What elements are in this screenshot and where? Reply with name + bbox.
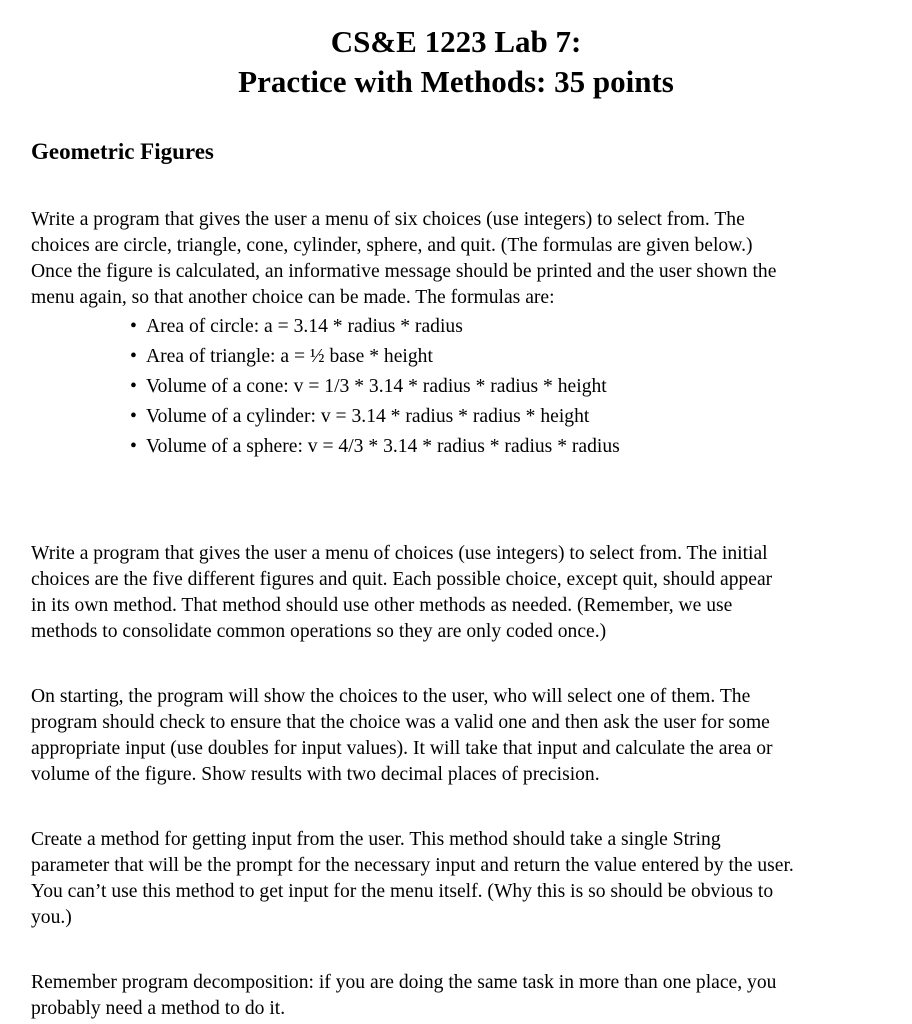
formula-list: [130, 312, 620, 462]
paragraph-line: in its own method. That method should use other methods as needed. (Remember, we use: [31, 595, 733, 616]
paragraph-line: Write a program that gives the user a menu of choices (use integers) to select from. The initial: [31, 543, 768, 564]
intro-line: Once the figure is calculated, an informative message should be printed and the user shown the: [31, 261, 777, 282]
formula-item: • Volume of a sphere: v = 4/3 * 3.14 * radius * radius * radius: [130, 432, 620, 462]
intro-paragraph: [31, 207, 911, 311]
formula-item: • Volume of a cylinder: v = 3.14 * radius * radius * height: [130, 402, 620, 432]
paragraph-line: probably need a method to do it.: [31, 998, 286, 1019]
paragraph-line: program should check to ensure that the choice was a valid one and then ask the user for some: [31, 712, 770, 733]
paragraph-line: You can’t use this method to get input for the menu itself. (Why this is so should be obvious to: [31, 881, 774, 902]
section-heading: Geometric Figures: [31, 139, 214, 164]
paragraph-line: Remember program decomposition: if you are doing the same task in more than one place, you: [31, 972, 777, 993]
starting-paragraph: [31, 684, 911, 788]
page-title: [0, 22, 912, 102]
paragraph-line: parameter that will be the prompt for the necessary input and return the value entered by the user.: [31, 855, 794, 876]
paragraph-line: methods to consolidate common operations so they are only coded once.): [31, 621, 607, 642]
paragraph-line: On starting, the program will show the choices to the user, who will select one of them. The: [31, 686, 751, 707]
intro-line: menu again, so that another choice can be made. The formulas are:: [31, 287, 555, 308]
title-line-2: Practice with Methods: 35 points: [238, 64, 674, 99]
paragraph-line: choices are the five different figures and quit. Each possible choice, except quit, should appear: [31, 569, 773, 590]
intro-line: Write a program that gives the user a menu of six choices (use integers) to select from. The: [31, 209, 745, 230]
formula-item: • Area of circle: a = 3.14 * radius * radius: [130, 312, 620, 342]
menu-paragraph: [31, 541, 911, 645]
decomposition-paragraph: [31, 970, 911, 1022]
paragraph-line: Create a method for getting input from the user. This method should take a single String: [31, 829, 721, 850]
title-line-1: CS&E 1223 Lab 7:: [330, 24, 582, 59]
paragraph-line: volume of the figure. Show results with two decimal places of precision.: [31, 764, 600, 785]
input-method-paragraph: [31, 827, 911, 931]
paragraph-line: appropriate input (use doubles for input values). It will take that input and calculate the area or: [31, 738, 773, 759]
formula-item: • Area of triangle: a = ½ base * height: [130, 342, 620, 372]
formula-item: • Volume of a cone: v = 1/3 * 3.14 * radius * radius * height: [130, 372, 620, 402]
intro-line: choices are circle, triangle, cone, cylinder, sphere, and quit. (The formulas are given below.): [31, 235, 753, 256]
paragraph-line: you.): [31, 907, 72, 928]
